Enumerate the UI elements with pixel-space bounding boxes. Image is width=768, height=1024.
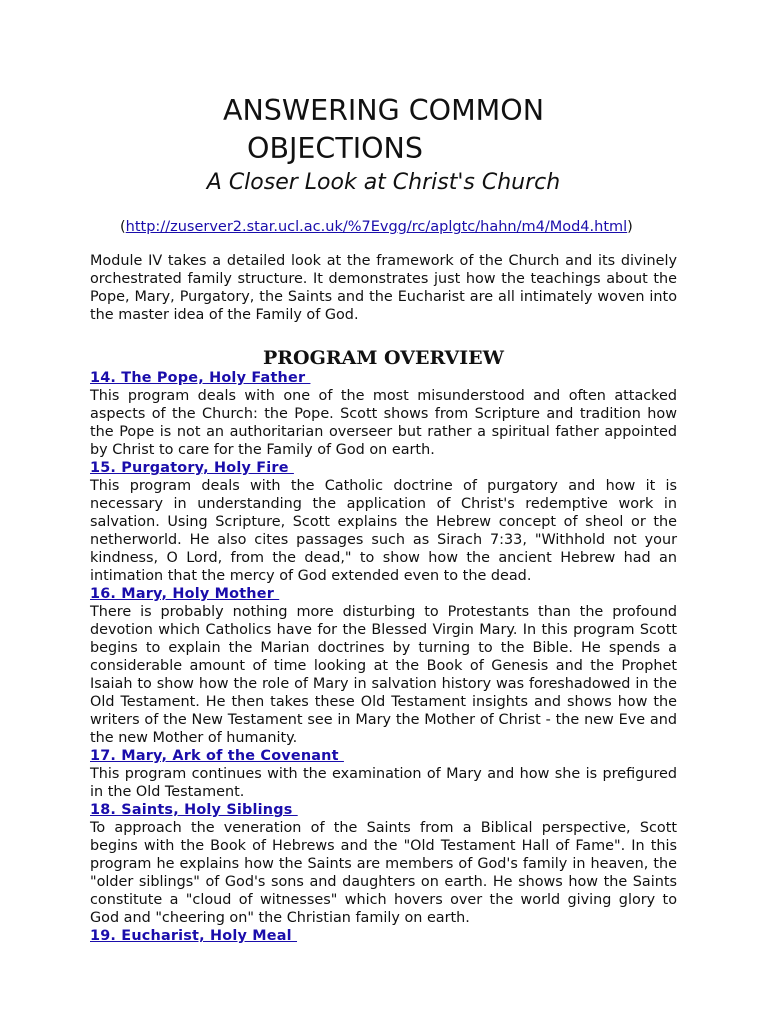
- program-title-link[interactable]: 17. Mary, Ark of the Covenant: [90, 748, 344, 764]
- program-title-link[interactable]: 15. Purgatory, Holy Fire: [90, 460, 294, 476]
- program-item: [90, 585, 677, 747]
- source-close-paren: ): [627, 219, 633, 235]
- program-title-link[interactable]: 14. The Pope, Holy Father: [90, 370, 311, 386]
- source-open-paren: (: [120, 219, 126, 235]
- program-item: [90, 927, 677, 945]
- program-item: [90, 459, 677, 585]
- program-description: This program continues with the examination of Mary and how she is prefigured in the Old Testament.: [90, 766, 677, 800]
- program-description: There is probably nothing more disturbing to Protestants than the profound devotion which Catholics have for the Blessed Virgin Mary. In this program Scott begins to explain the Marian doctrines by turning to the Bible. He spends a considerable amount of time looking at the Book of Genesis and the Prophet Isaiah to show how the role of Mary in salvation history was foreshadowed in the Old Testament. He then takes these Old Testament insights and shows how the writers of the New Testament see in Mary the Mother of Christ - the new Eve and the new Mother of humanity.: [90, 604, 677, 746]
- program-list: [90, 369, 677, 945]
- source-link[interactable]: http://zuserver2.star.ucl.ac.uk/%7Evgg/rc/aplgtc/hahn/m4/Mod4.html: [125, 219, 628, 235]
- source-line: [120, 217, 633, 237]
- intro-paragraph: Module IV takes a detailed look at the framework of the Church and its divinely orchestrated family structure. It demonstrates just how the teachings about the Pope, Mary, Purgatory, the Saints and the Eucharist are all intimately woven into the master idea of the Family of God.: [90, 253, 677, 323]
- program-description: This program deals with the Catholic doctrine of purgatory and how it is necessary in understanding the application of Christ's redemptive work in salvation. Using Scripture, Scott explains the Hebrew concept of sheol or the netherworld. He also cites passages such as Sirach 7:33, "Withhold not your kindness, O Lord, from the dead," to show how the ancient Hebrew had an intimation that the mercy of God extended even to the dead.: [90, 478, 677, 584]
- program-title-link[interactable]: 19. Eucharist, Holy Meal: [90, 928, 298, 944]
- document-title-line-1: ANSWERING COMMON: [222, 94, 545, 127]
- program-overview-heading: PROGRAM OVERVIEW: [262, 347, 505, 369]
- program-item: [90, 369, 677, 459]
- document-title-line-2: OBJECTIONS: [247, 132, 423, 165]
- program-description: This program deals with one of the most misunderstood and often attacked aspects of the Church: the Pope. Scott shows from Scripture and tradition how the Pope is not an authoritarian overseer but rather a spiritual father appointed by Christ to care for the Family of God on earth.: [90, 388, 677, 458]
- program-description: To approach the veneration of the Saints from a Biblical perspective, Scott begins with the Book of Hebrews and the "Old Testament Hall of Fame". In this program he explains how the Saints are members of God's family in heaven, the "older siblings" of God's sons and daughters on earth. He shows how the Saints constitute a "cloud of witnesses" which hovers over the world giving glory to God and "cheering on" the Christian family on earth.: [90, 820, 677, 926]
- program-title-link[interactable]: 18. Saints, Holy Siblings: [90, 802, 298, 818]
- program-item: [90, 801, 677, 927]
- program-item: [90, 747, 677, 801]
- program-title-link[interactable]: 16. Mary, Holy Mother: [90, 586, 280, 602]
- document-subtitle: A Closer Look at Christ's Church: [206, 170, 561, 195]
